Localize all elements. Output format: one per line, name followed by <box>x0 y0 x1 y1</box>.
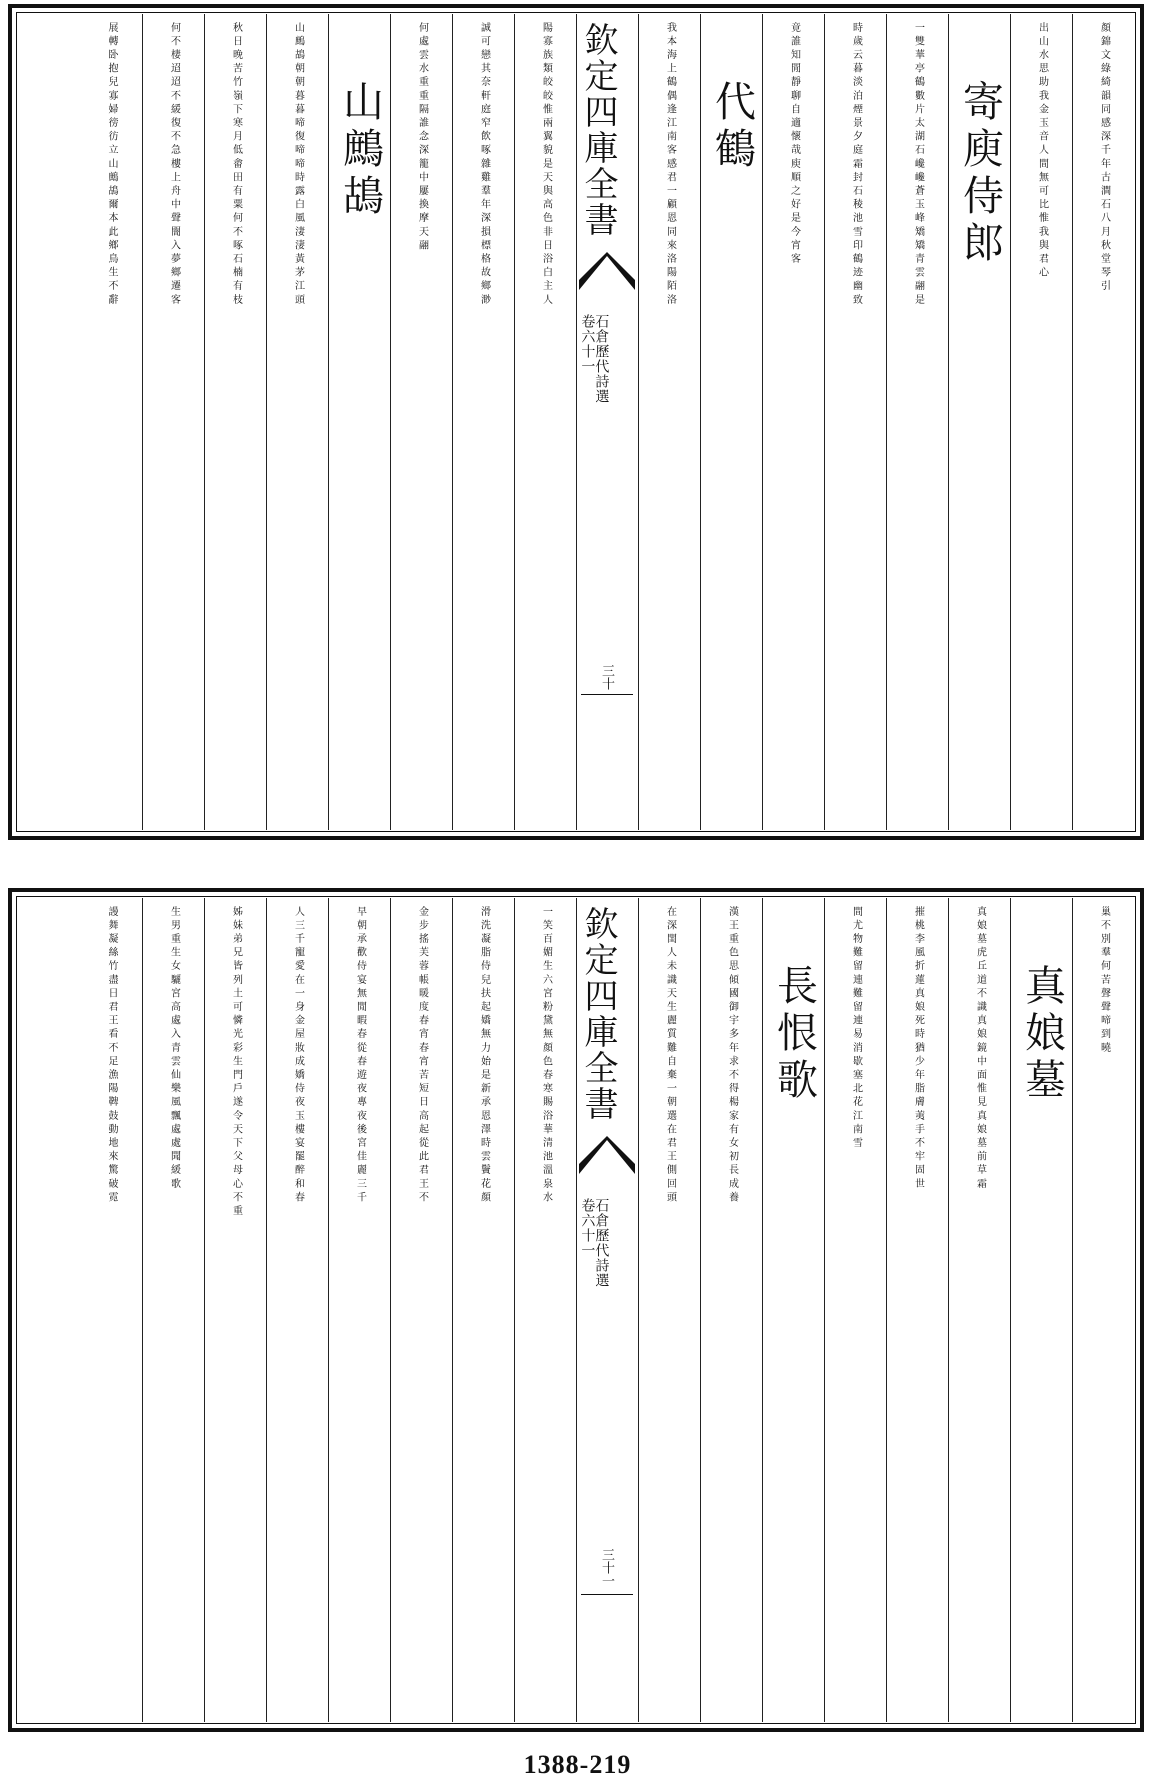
banner-title: 欽定四庫全書 <box>578 906 618 1122</box>
text-column <box>204 898 266 1722</box>
text-column <box>886 898 948 1722</box>
text-column <box>328 14 390 830</box>
column-text: 真娘墓虎丘道不識真娘鏡中面惟見真娘墓前草霜 <box>974 906 986 1192</box>
text-column <box>1072 14 1134 830</box>
text-columns <box>18 14 1134 830</box>
text-column <box>142 14 204 830</box>
text-column <box>80 14 142 830</box>
column-text: 誠可戀其奈軒庭窄飲啄雜雞羣年深損標格故鄉渺 <box>478 22 490 308</box>
text-column <box>638 14 700 830</box>
column-text: 摧桃李風折蓮真娘死時猶少年脂膚荑手不牢固世 <box>912 906 924 1192</box>
text-columns <box>18 898 1134 1722</box>
column-text: 展轉卧抱兒寡婦徬彷立山鷓鴣爾本此鄉鳥生不辭 <box>106 22 117 308</box>
text-column <box>948 14 1010 830</box>
text-column <box>142 898 204 1722</box>
center-banner <box>576 14 638 830</box>
column-text: 漢王重色思傾國御宇多年求不得楊家有女初長成養 <box>726 906 738 1206</box>
banner-collection: 石倉歷代詩選 <box>593 314 610 404</box>
column-text: 滑洗凝脂侍兒扶起嬌無力始是新承恩澤時雲鬢花顏 <box>478 906 490 1206</box>
column-text: 何不棲迢迢不緩復不急樓上舟中聲闇入夢鄉遷客 <box>168 22 180 308</box>
poem-title: 真娘墓 <box>1018 964 1066 1105</box>
column-text: 人三千寵愛在一身金屋妝成嬌侍夜玉樓宴罷醉和春 <box>292 906 304 1206</box>
banner-volume: 卷六十一 <box>579 1198 596 1258</box>
text-column <box>1010 898 1072 1722</box>
text-column <box>390 14 452 830</box>
column-text: 陽寡族類皎皎惟兩翼貌是天與高色非日浴白主人 <box>540 22 552 308</box>
banner-rule <box>581 1594 633 1595</box>
poem-title: 長恨歌 <box>770 964 818 1105</box>
text-column <box>886 14 948 830</box>
text-column <box>700 898 762 1722</box>
poem-title: 代鶴 <box>708 80 756 174</box>
text-column <box>204 14 266 830</box>
column-text: 我本海上鶴偶逢江南客感君一顧恩同來洛陽陌洛 <box>664 22 676 308</box>
column-text: 一雙華亭鶴數片太湖石巉巉蒼玉峰矯矯青雲翮是 <box>912 22 924 308</box>
text-column <box>514 898 576 1722</box>
text-column <box>266 14 328 830</box>
text-column <box>266 898 328 1722</box>
banner-title: 欽定四庫全書 <box>578 22 618 238</box>
column-text: 一笑百媚生六宮粉黛無顏色春寒賜浴華清池溫泉水 <box>540 906 552 1206</box>
page-panel-bottom <box>8 888 1144 1732</box>
text-column <box>948 898 1010 1722</box>
text-column <box>80 898 142 1722</box>
fish-tail-mark-icon <box>579 1136 635 1174</box>
column-text: 巢不別羣何苦聲聲啼到曉 <box>1098 906 1110 1056</box>
column-text: 間尤物難留連難留連易消歇塞北花江南雪 <box>850 906 862 1151</box>
column-text: 姊妹弟兄皆列土可憐光彩生門戶遂令天下父母心不重 <box>230 906 242 1219</box>
column-text: 山鷓鴣朝朝暮暮啼復啼啼時露白風淒淒黃茅江頭 <box>292 22 304 308</box>
text-column <box>1072 898 1134 1722</box>
column-text: 早朝承歡侍宴無閒暇春從春遊夜專夜後宮佳麗三千 <box>354 906 366 1206</box>
text-column <box>452 898 514 1722</box>
column-text: 生男重生女驪宮高處入青雲仙樂風飄處處聞緩歌 <box>168 906 180 1192</box>
text-column <box>1010 14 1072 830</box>
column-text: 秋日晚苦竹嶺下寒月低畬田有粟何不啄石楠有枝 <box>230 22 242 308</box>
center-banner <box>576 898 638 1722</box>
poem-title: 山鷓鴣 <box>336 80 384 221</box>
column-text: 何處雲水重重隔誰念深籠中屢換摩天翮 <box>416 22 428 254</box>
column-text: 出山水思助我金玉音人間無可比惟我與君心 <box>1036 22 1048 281</box>
column-text: 時歲云暮淡泊煙景夕庭霜封石稜池雪印鶴迹幽致 <box>850 22 862 308</box>
text-column <box>452 14 514 830</box>
banner-volume: 卷六十一 <box>579 314 596 374</box>
banner-rule <box>581 694 633 695</box>
text-column <box>390 898 452 1722</box>
column-text: 金步搖芙蓉帳暖度春宵春宵苦短日高起從此君王不 <box>416 906 428 1206</box>
banner-leaf-number: 三十一 <box>599 1548 614 1587</box>
column-text: 在深閨人未識天生麗質難自棄一朝選在君王側回頭 <box>664 906 676 1206</box>
poem-title: 寄庾侍郎 <box>956 80 1004 268</box>
text-column <box>824 14 886 830</box>
column-text: 顏錦文綠綺韻同感深千年古澗石八月秋堂琴引 <box>1098 22 1110 294</box>
text-column <box>328 898 390 1722</box>
text-column <box>638 898 700 1722</box>
fish-tail-mark-icon <box>579 252 635 290</box>
column-text: 謾舞凝絲竹盡日君王看不足漁陽鞞鼓動地來驚破霓 <box>106 906 117 1206</box>
page-number: 1388-219 <box>523 1750 632 1779</box>
column-text: 竟誰知閒靜聊自適懷哉庾順之好是今宵客 <box>788 22 800 267</box>
banner-collection: 石倉歷代詩選 <box>593 1198 610 1288</box>
text-column <box>700 14 762 830</box>
text-column <box>762 898 824 1722</box>
text-column <box>824 898 886 1722</box>
page-panel-top <box>8 4 1144 840</box>
text-column <box>762 14 824 830</box>
banner-leaf-number: 三十 <box>599 664 614 690</box>
text-column <box>514 14 576 830</box>
